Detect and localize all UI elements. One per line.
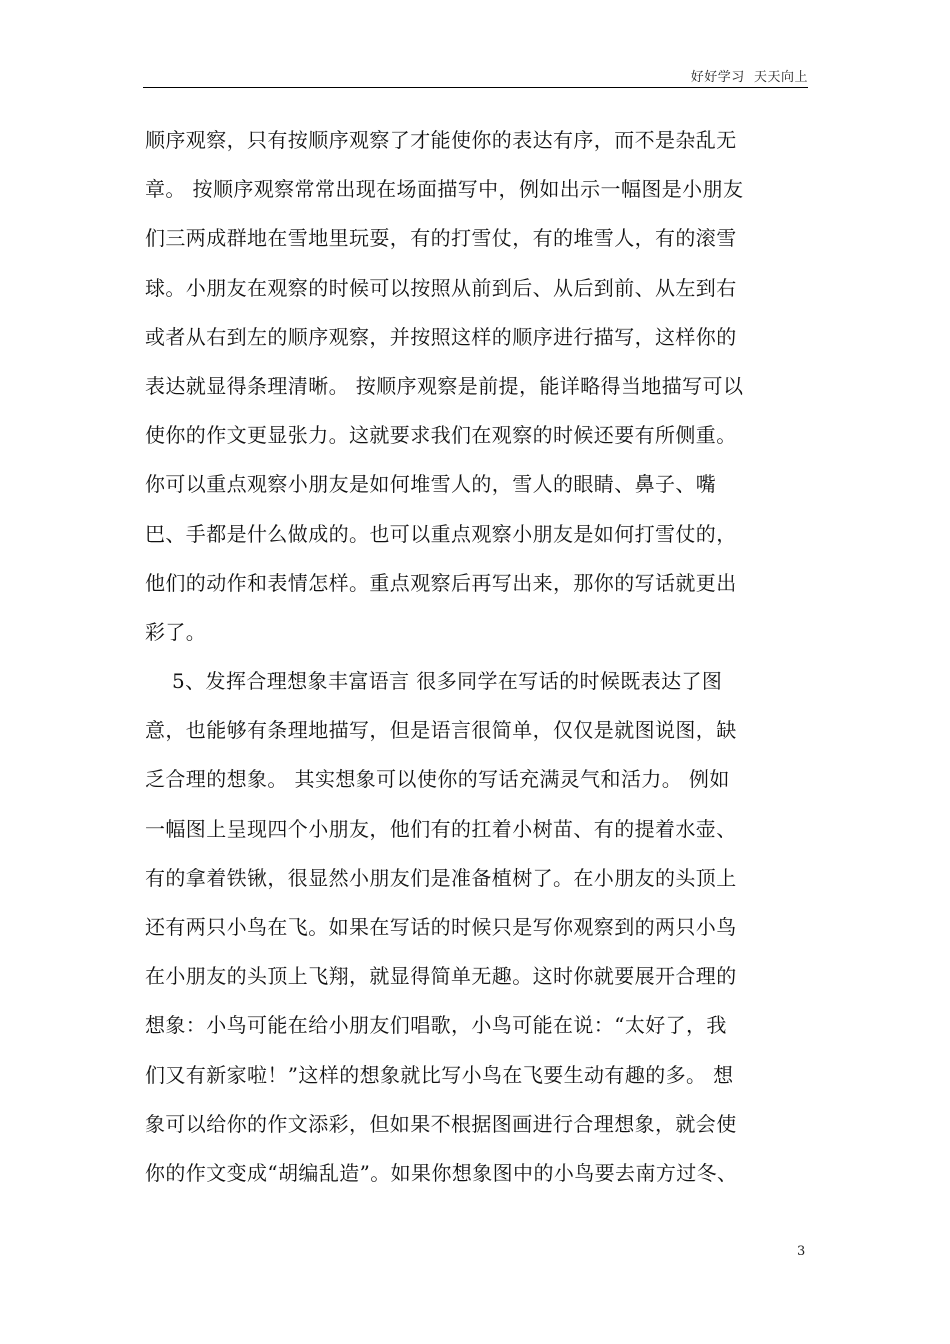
text-line: 5、发挥合理想象丰富语言 很多同学在写话的时候既表达了图 [145,669,723,694]
text-line: 彩了。 [145,619,207,644]
text-line: 球。小朋友在观察的时候可以按照从前到后、从后到前、从左到右 [145,275,737,300]
header-text: 好好学习 天天向上 [690,70,808,85]
text-line: 还有两只小鸟在飞。如果在写话的时候只是写你观察到的两只小鸟 [145,915,737,939]
text-line: 们又有新家啦！”这样的想象就比写小鸟在飞要生动有趣的多。 想 [145,1062,734,1087]
text-line: 表达就显得条理清晰。 按顺序观察是前提，能详略得当地描写可以 [145,373,744,398]
text-line: 使你的作文更显张力。这就要求我们在观察的时候还要有所侧重。 [145,423,737,448]
text-line: 一幅图上呈现四个小朋友，他们有的扛着小树苗、有的提着水壶、 [145,816,737,841]
text-line: 顺序观察，只有按顺序观察了才能使你的表达有序，而不是杂乱无 [145,128,737,152]
header-rule [143,87,808,88]
page-header [143,60,808,90]
text-line: 他们的动作和表情怎样。重点观察后再写出来，那你的写话就更出 [145,570,737,595]
text-line: 巴、手都是什么做成的。也可以重点观察小朋友是如何打雪仗的， [145,521,737,546]
page-number: 3 [797,1244,806,1259]
text-line: 想象：小鸟可能在给小朋友们唱歌，小鸟可能在说：“太好了，我 [145,1013,727,1038]
text-line: 有的拿着铁锹，很显然小朋友们是准备植树了。在小朋友的头顶上 [145,865,737,890]
text-line: 象可以给你的作文添彩，但如果不根据图画进行合理想象，就会使 [145,1111,737,1136]
text-line: 或者从右到左的顺序观察，并按照这样的顺序进行描写，这样你的 [145,324,737,349]
text-line: 章。 按顺序观察常常出现在场面描写中，例如出示一幅图是小朋友 [145,177,744,202]
text-line: 你可以重点观察小朋友是如何堆雪人的，雪人的眼睛、鼻子、嘴 [145,472,717,497]
text-line: 们三两成群地在雪地里玩耍，有的打雪仗，有的堆雪人，有的滚雪 [145,226,737,251]
body-text [145,116,815,1198]
text-line: 你的作文变成“胡编乱造”。如果你想象图中的小鸟要去南方过冬、 [145,1160,738,1185]
text-line: 意，也能够有条理地描写，但是语言很简单，仅仅是就图说图，缺 [145,718,737,743]
text-line: 乏合理的想象。 其实想象可以使你的写话充满灵气和活力。 例如 [145,767,730,792]
text-line: 在小朋友的头顶上飞翔，就显得简单无趣。这时你就要展开合理的 [145,964,737,989]
